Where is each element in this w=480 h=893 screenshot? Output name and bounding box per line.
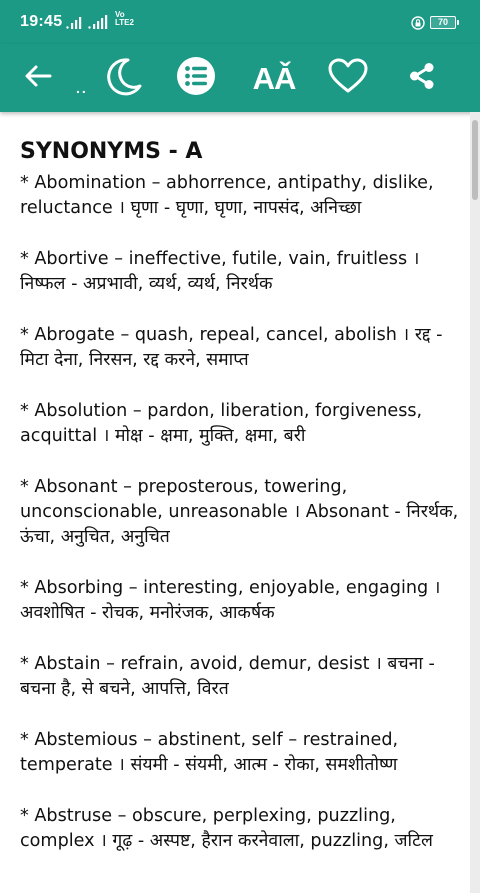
signal-icon-2 xyxy=(88,14,110,33)
page-title: SYNONYMS - A xyxy=(20,139,203,164)
content-area[interactable] xyxy=(0,112,470,893)
status-bar xyxy=(0,0,480,44)
synonym-entry-abstemious: * Abstemious – abstinent, self – restrained, temperate । संयमी - संयमी, आत्म - रोका, समशीतोष्ण xyxy=(20,730,399,775)
signal-icon xyxy=(66,14,84,33)
synonym-entry-abstruse: * Abstruse – obscure, perplexing, puzzling, complex । गूढ़ - अस्पष्ट, हैरान करनेवाला, puzzling, जटिल xyxy=(20,806,433,851)
share-button[interactable] xyxy=(396,44,448,112)
font-size-icon: AǍ xyxy=(252,60,296,96)
list-icon xyxy=(176,56,216,100)
back-button[interactable] xyxy=(14,44,62,112)
synonym-entry-absonant: * Absonant – preposterous, towering, unconscionable, unreasonable । Absonant - निरर्थक, ऊंचा, अनुचित, अनुचित xyxy=(20,477,459,547)
synonym-entry-abomination: * Abomination – abhorrence, antipathy, dislike, reluctance । घृणा - घृणा, घृणा, नापसंद, अनिच्छा xyxy=(20,173,434,218)
scrollbar-thumb[interactable] xyxy=(472,120,478,200)
synonym-entry-abstain: * Abstain – refrain, avoid, demur, desist । बचना - बचना है, से बचने, आपत्ति, विरत xyxy=(20,654,435,699)
status-time: 19:45 xyxy=(20,13,63,30)
back-arrow-icon xyxy=(23,64,53,92)
font-size-button[interactable] xyxy=(244,44,304,112)
night-mode-button[interactable] xyxy=(96,44,152,112)
heart-icon xyxy=(327,57,369,99)
volte-indicator xyxy=(115,11,134,27)
synonym-entry-absorbing: * Absorbing – interesting, enjoyable, engaging । अवशोषित - रोचक, मनोरंजक, आकर्षक xyxy=(20,578,441,623)
synonym-entry-abortive: * Abortive – ineffective, futile, vain, fruitless । निष्फल - अप्रभावी, व्यर्थ, व्यर्थ, निरर्थक xyxy=(20,249,420,294)
synonym-entry-abrogate: * Abrogate – quash, repeal, cancel, abolish । रद्द - मिटा देना, निरसन, रद्द करने, समाप्त xyxy=(20,325,443,370)
night-mode-icon xyxy=(104,56,144,100)
volte-bottom-label: LTE2 xyxy=(115,18,134,27)
favorite-button[interactable] xyxy=(320,44,376,112)
scrollbar[interactable] xyxy=(470,112,480,893)
volte-top-label: Vo xyxy=(115,10,125,19)
share-icon xyxy=(407,61,437,95)
synonym-entry-absolution: * Absolution – pardon, liberation, forgiveness, acquittal । मोक्ष - क्षमा, मुक्ति, क्षमा, बरी xyxy=(20,401,423,446)
battery-indicator: 70 xyxy=(430,16,456,29)
toolbar xyxy=(0,44,480,112)
overflow-dots: .. xyxy=(76,80,88,96)
list-button[interactable] xyxy=(168,44,224,112)
rotation-lock-icon xyxy=(411,15,425,34)
